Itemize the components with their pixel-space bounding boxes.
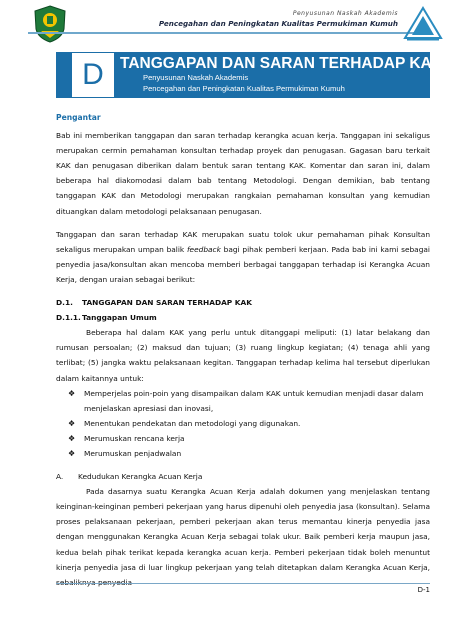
- diamond-bullet-icon: ❖: [68, 433, 76, 443]
- list-item: [68, 431, 430, 446]
- list-item: [68, 446, 430, 461]
- header-rule: [28, 32, 423, 34]
- chapter-subtitle-1: Penyusunan Naskah Akademis: [143, 73, 249, 82]
- paragraph-feedback-term: feedback: [186, 244, 221, 254]
- page-header: [0, 0, 474, 48]
- paragraph-kedudukan: Pada dasarnya suatu Kerangka Acuan Kerja adalah dokumen yang menjelaskan tentang keinginan-keinginan pemberi pekerjaan yang harus dipenuhi oleh penyedia jasa (konsultan). Selama proses pelaksanaan pekerjaan, pemberi pekerjaan akan terus memantau kinerja penyedia jasa dengan menggunakan Kerangka Acuan Kerja sebagai tolak ukur. Baik pemberi kerja maupun jasa, kedua belah pihak terikat kepada kerangka acuan kerja. Pemberi pekerjaan tidak boleh menuntut kinerja penyedia jasa di luar lingkup pekerjaan yang telah ditetapkan dalam Kerangka Acuan Kerja,: [56, 487, 430, 572]
- document-body: [56, 110, 430, 590]
- page-number: D-1: [417, 586, 430, 594]
- chapter-letter: D: [82, 58, 104, 91]
- list-item: [68, 416, 430, 431]
- pengantar-heading: Pengantar: [56, 113, 101, 122]
- diamond-bullet-icon: ❖: [68, 388, 76, 398]
- section-d1-number: D.1.: [56, 298, 73, 308]
- footer-rule: [56, 583, 430, 584]
- paragraph-tanggapan: [56, 227, 430, 287]
- chapter-letter-box: [71, 52, 115, 98]
- list-item-text: Merumuskan penjadwalan: [84, 448, 182, 458]
- section-d1-title: TANGGAPAN DAN SARAN TERHADAP KAK: [82, 298, 252, 308]
- subsection-a-title: Kedudukan Kerangka Acuan Kerja: [78, 472, 203, 482]
- paragraph-intro: Bab ini memberikan tanggapan dan saran terhadap kerangka acuan kerja. Tanggapan ini sekaligus merupakan cermin pemahaman konsultan terhadap proyek dan penugasan. Gagasan baru terkait KAK dan penugasan diberikan dalam bentuk saran tentang KAK. Komentar dan saran ini, dalam beberapa hal diakomodasi dalam bab tentang Metodologi. Dengan demikian, bab tentang tanggapan KAK dan Metodologi merupakan rangkaian pemahaman konsultan yang kemudian dituangkan dalam metodologi pelaksanaan penugasan.: [56, 131, 430, 216]
- chapter-title: TANGGAPAN DAN SARAN TERHADAP KAK: [120, 55, 443, 72]
- company-logo-icon: [403, 6, 443, 42]
- header-line2: Pencegahan dan Peningkatan Kualitas Permukiman Kumuh: [158, 19, 398, 28]
- subsection-a-heading: [56, 469, 430, 484]
- chapter-subtitle-2: Pencegahan dan Peningkatan Kualitas Permukiman Kumuh: [143, 84, 345, 93]
- diamond-bullet-icon: ❖: [68, 418, 76, 428]
- list-item-text: Memperjelas poin-poin yang disampaikan dalam KAK untuk kemudian menjadi dasar dalam menjelaskan apresiasi dan inovasi,: [84, 388, 424, 413]
- paragraph-text-a: Tanggapan dan saran terhadap KAK merupakan suatu tolok ukur pemahaman pihak Konsultan sekaligus merupakan umpan balik: [56, 229, 430, 254]
- list-item-text: Menentukan pendekatan dan metodologi yang digunakan.: [84, 418, 301, 428]
- diamond-bullet-icon: ❖: [68, 448, 76, 458]
- list-item: [68, 386, 430, 416]
- section-d11-heading: [56, 310, 430, 325]
- paragraph-tanggapan-umum: Beberapa hal dalam KAK yang perlu untuk ditanggapi meliputi: (1) latar belakang dan rumusan persoalan; (2) maksud dan tujuan; (3) ruang lingkup kegiatan; (4) tenaga ahli yang terlibat; (5) jangka waktu pelaksanaan kegitan. Tanggapan terhadap kelima hal tersebut diperlukan dalam kaitannya untuk:: [56, 328, 430, 383]
- bullet-list: [56, 386, 430, 461]
- emblem-logo-icon: [33, 5, 67, 43]
- list-item-text: Merumuskan rencana kerja: [84, 433, 185, 443]
- subsection-a-number: A.: [56, 472, 64, 482]
- section-d11-number: D.1.1.: [56, 313, 81, 323]
- section-d11-title: Tanggapan Umum: [82, 313, 157, 323]
- paragraph-text-b: bagi pihak pemberi kerjaan. Pada bab ini kami sebagai penyedia jasa/konsultan akan mencoba memberi berbagai tanggapan terhadap isi Kerangka Acuan Kerja, dengan uraian sebagai berikut:: [56, 244, 430, 284]
- header-line1: Penyusunan Naskah Akademis: [292, 10, 398, 17]
- section-d1-heading: [56, 295, 430, 310]
